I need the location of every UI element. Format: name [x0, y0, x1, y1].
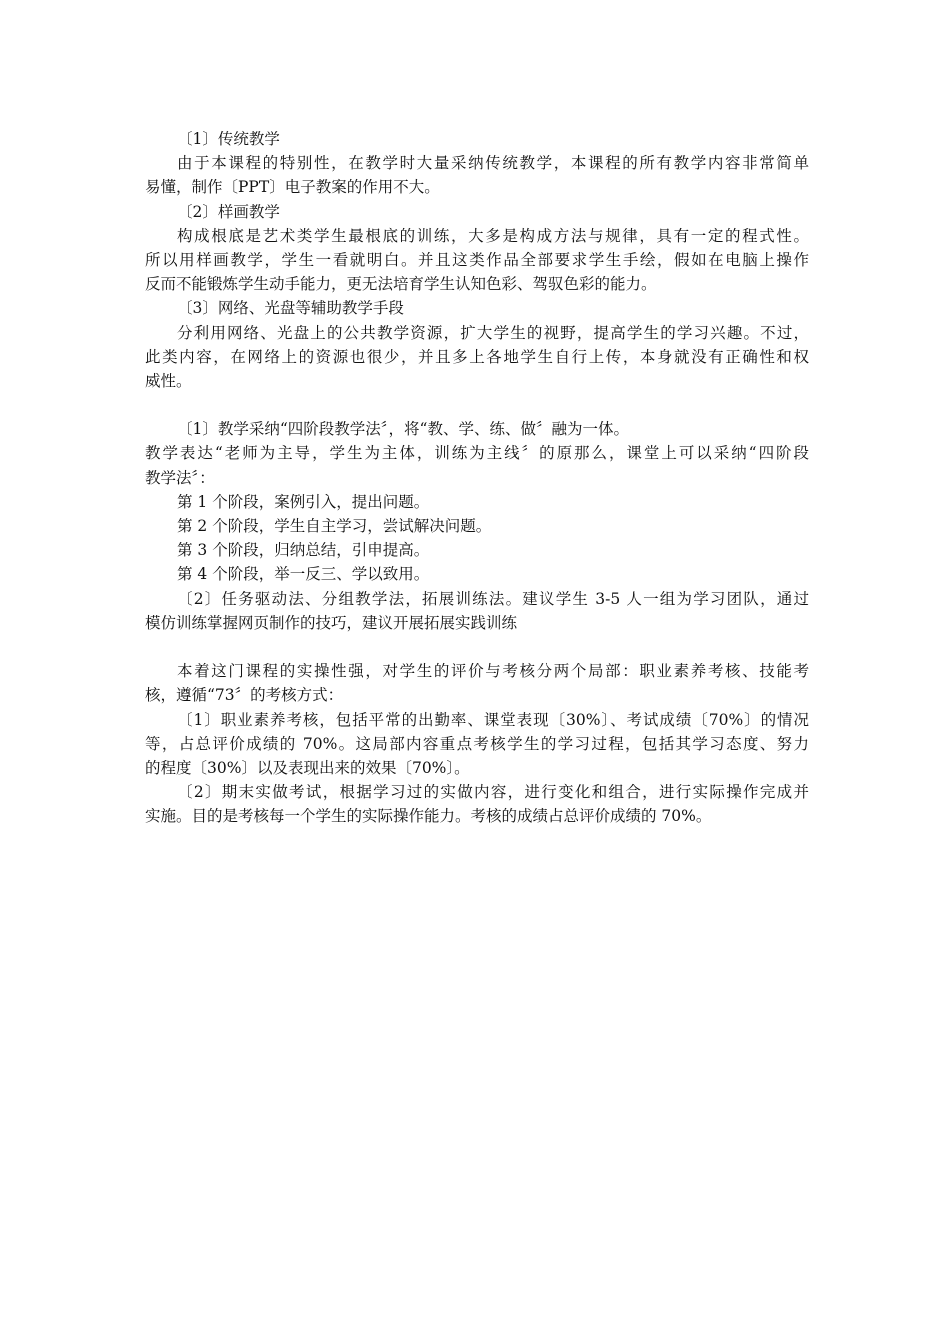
paragraph-line: 易懂，制作〔PPT〕电子教案的作用不大。: [145, 178, 440, 197]
paragraph-line: 本着这门课程的实操性强，对学生的评价与考核分两个局部：职业素养考核、技能考: [177, 662, 809, 681]
paragraph-line: 教学表达“老师为主导，学生为主体，训练为主线〞的原那么，课堂上可以采纳“四阶段: [145, 444, 809, 463]
paragraph-line: 实施。目的是考核每一个学生的实际操作能力。考核的成绩占总评价成绩的 70%。: [145, 807, 712, 826]
stage-item: 第 2 个阶段，学生自主学习，尝试解决问题。: [177, 517, 492, 535]
stage-item: 第 1 个阶段，案例引入，提出问题。: [177, 492, 430, 511]
paragraph-line: 此类内容，在网络上的资源也很少，并且多上各地学生自行上传，本身就没有正确性和权: [145, 347, 809, 366]
stage-item: 第 3 个阶段，归纳总结，引申提高。: [177, 541, 430, 560]
paragraph-line: 威性。: [145, 371, 192, 390]
paragraph-line: 〔1〕职业素养考核，包括平常的出勤率、课堂表现〔30%〕、考试成绩〔70%〕的情况: [177, 710, 809, 729]
spacer: [145, 393, 809, 417]
paragraph-line: 反而不能锻炼学生动手能力，更无法培育学生认知色彩、驾驭色彩的能力。: [145, 275, 657, 294]
stage-item: 第 4 个阶段，举一反三、学以致用。: [177, 565, 430, 584]
paragraph-line: 构成根底是艺术类学生最根底的训练，大多是构成方法与规律，具有一定的程式性。: [177, 226, 809, 245]
paragraph-line: 所以用样画教学，学生一看就明白。并且这类作品全部要求学生手绘，假如在电脑上操作: [145, 250, 809, 269]
paragraph-line: 〔2〕任务驱动法、分组教学法，拓展训练法。建议学生 3-5 人一组为学习团队，通过: [177, 589, 809, 608]
paragraph-line: 分利用网络、光盘上的公共教学资源，扩大学生的视野，提高学生的学习兴趣。不过，: [177, 323, 809, 342]
heading-network-aided-teaching: 〔3〕网络、光盘等辅助教学手段: [177, 299, 404, 318]
heading-sample-painting-teaching: 〔2〕样画教学: [177, 202, 280, 221]
spacer: [145, 635, 809, 659]
paragraph-line: 教学法〞：: [145, 468, 215, 487]
heading-traditional-teaching: 〔1〕传统教学: [177, 130, 280, 148]
paragraph-line: 核，遵循“73〞的考核方式：: [145, 686, 344, 705]
paragraph-line: 模仿训练掌握网页制作的技巧，建议开展拓展实践训练: [145, 613, 518, 632]
paragraph-line: 由于本课程的特别性，在教学时大量采纳传统教学，本课程的所有教学内容非常简单: [177, 154, 809, 173]
heading-four-stage-method: 〔1〕教学采纳“四阶段教学法〞，将“教、学、练、做〞融为一体。: [177, 420, 629, 439]
document-page: [145, 127, 809, 828]
paragraph-line: 等，占总评价成绩的 70%。这局部内容重点考核学生的学习过程，包括其学习态度、努力: [145, 734, 809, 753]
paragraph-line: 的程度〔30%〕以及表现出来的效果〔70%〕。: [145, 758, 470, 777]
paragraph-line: 〔2〕期末实做考试，根据学习过的实做内容，进行变化和组合，进行实际操作完成并: [177, 783, 809, 802]
